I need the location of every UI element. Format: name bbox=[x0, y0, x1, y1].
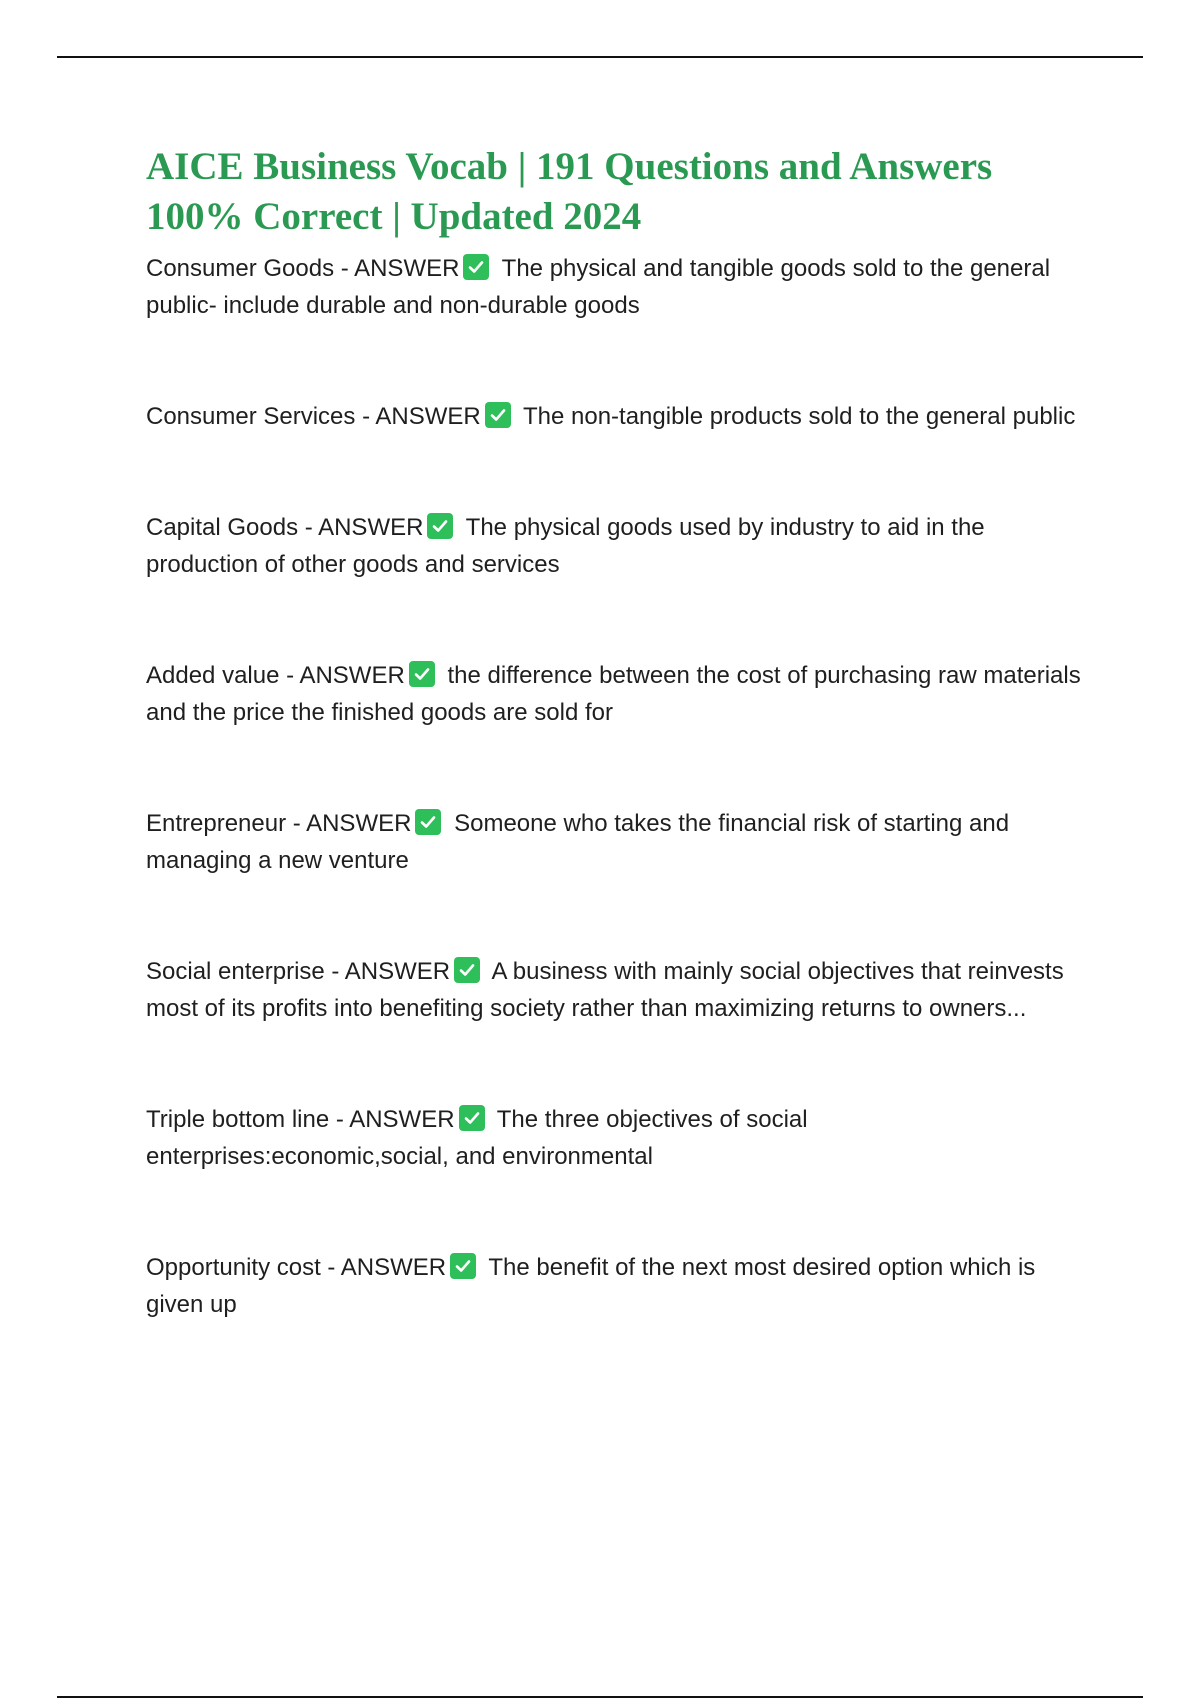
vocab-entry bbox=[146, 953, 1086, 1027]
green-check-mark-icon bbox=[409, 661, 435, 687]
document-title: AICE Business Vocab | 191 Questions and Answers 100% Correct | Updated 2024 bbox=[146, 145, 993, 238]
bottom-rule bbox=[57, 1696, 1143, 1698]
vocab-definition: Someone who takes the financial risk of starting and managing a new venture bbox=[146, 810, 1010, 874]
vocab-term: Consumer Goods - ANSWER bbox=[146, 255, 460, 282]
vocab-term: Capital Goods - ANSWER bbox=[146, 514, 424, 541]
vocab-term: Entrepreneur - ANSWER bbox=[146, 810, 412, 837]
vocab-term: Triple bottom line - ANSWER bbox=[146, 1106, 455, 1133]
vocab-entry bbox=[146, 509, 1086, 583]
vocab-entry bbox=[146, 805, 1086, 879]
vocab-term: Added value - ANSWER bbox=[146, 662, 405, 689]
vocab-definition: A business with mainly social objectives that reinvests most of its profits into benefiting society rather than maximizing returns to owners... bbox=[146, 958, 1064, 1022]
vocab-definition: The physical and tangible goods sold to the general public- include durable and non-durable goods bbox=[146, 255, 1051, 319]
vocab-definition: The three objectives of social enterprises:economic,social, and environmental bbox=[146, 1106, 808, 1170]
top-rule bbox=[57, 56, 1143, 58]
vocab-term: Consumer Services - ANSWER bbox=[146, 403, 481, 430]
green-check-mark-icon bbox=[485, 402, 511, 428]
vocab-list bbox=[146, 250, 1086, 1323]
green-check-mark-icon bbox=[450, 1253, 476, 1279]
vocab-entry bbox=[146, 250, 1086, 324]
vocab-definition: the difference between the cost of purchasing raw materials and the price the finished goods are sold for bbox=[146, 662, 1081, 726]
vocab-entry bbox=[146, 1101, 1086, 1175]
vocab-definition: The non-tangible products sold to the general public bbox=[522, 403, 1076, 430]
vocab-entry bbox=[146, 1249, 1086, 1323]
document-body bbox=[146, 142, 1086, 1397]
vocab-term: Opportunity cost - ANSWER bbox=[146, 1254, 447, 1281]
green-check-mark-icon bbox=[415, 809, 441, 835]
green-check-mark-icon bbox=[459, 1105, 485, 1131]
vocab-definition: The physical goods used by industry to aid in the production of other goods and services bbox=[146, 514, 985, 578]
green-check-mark-icon bbox=[463, 254, 489, 280]
green-check-mark-icon bbox=[427, 513, 453, 539]
green-check-mark-icon bbox=[454, 957, 480, 983]
vocab-entry bbox=[146, 657, 1086, 731]
vocab-entry bbox=[146, 398, 1086, 435]
vocab-term: Social enterprise - ANSWER bbox=[146, 958, 451, 985]
vocab-definition: The benefit of the next most desired option which is given up bbox=[146, 1254, 1036, 1318]
